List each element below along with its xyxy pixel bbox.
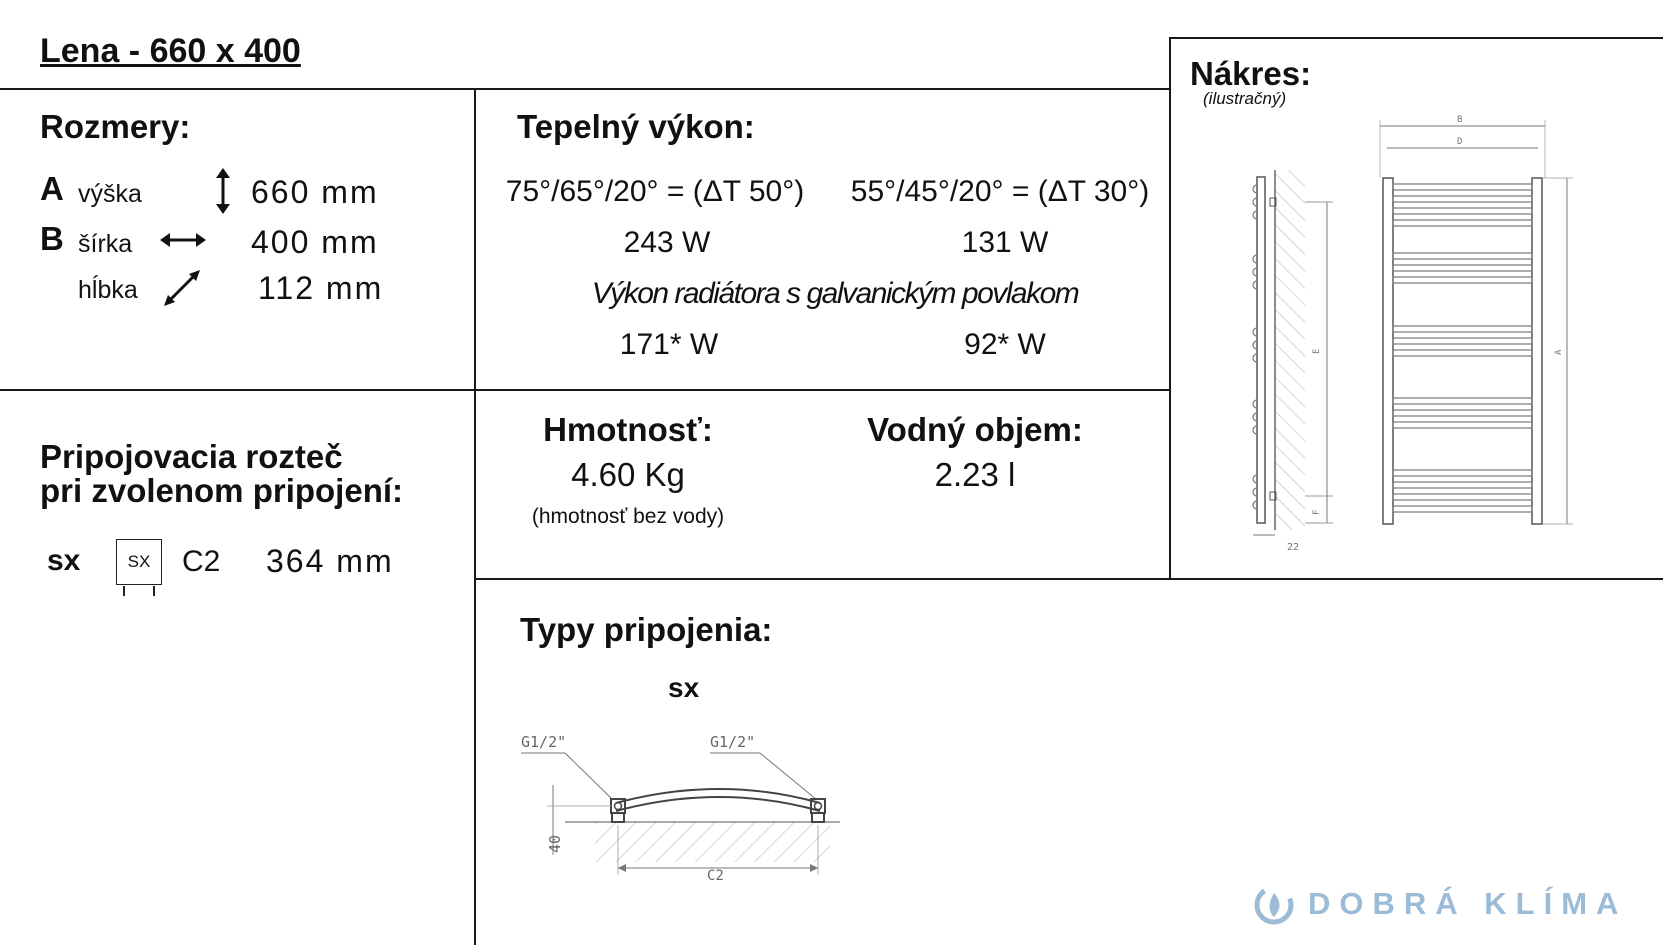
divider-vertical-main (474, 88, 476, 945)
weight-value: 4.60 Kg (571, 456, 685, 493)
dimensions-heading: Rozmery: (40, 108, 191, 145)
thread-label-left: G1/2" (521, 733, 567, 751)
galvanic-note: Výkon radiátora s galvanickým povlakom (591, 277, 1079, 310)
height-label: 40 (546, 834, 564, 853)
drawing-label-b: B (1457, 115, 1463, 125)
weight-heading: Hmotnosť: (543, 411, 713, 448)
drawing-label-a: A (1554, 349, 1564, 355)
dimension-row-width (40, 218, 440, 262)
water-volume-value: 2.23 l (934, 456, 1016, 493)
heat-output-heading: Tepelný výkon: (517, 108, 755, 145)
sx-box-label: SX (127, 552, 151, 571)
divider-vertical-drawing (1169, 37, 1171, 578)
brand-logo-icon (1253, 884, 1295, 926)
heat-value-dt50: 243 W (623, 226, 711, 259)
dimension-row-depth (40, 266, 440, 310)
drawing-label-d: D (1457, 137, 1463, 147)
weight-note: (hmotnosť bez vody) (531, 505, 725, 528)
dimension-letter: A (40, 170, 64, 207)
vertical-double-arrow-icon (208, 168, 238, 214)
connection-type: sx (47, 544, 81, 577)
dimension-value: 660 mm (251, 174, 379, 210)
diagonal-double-arrow-icon (162, 268, 202, 308)
divider-middle (0, 389, 1170, 391)
dimension-letter: B (40, 220, 64, 257)
dimension-label: výška (78, 180, 142, 208)
spacing-label: C2 (707, 868, 724, 884)
divider-top (0, 88, 1169, 90)
connection-code: C2 (182, 545, 221, 578)
dimension-row-height (40, 168, 440, 212)
connection-type-label: sx (668, 672, 700, 703)
dimension-label: hĺbka (78, 276, 138, 304)
divider-lower (474, 578, 1663, 580)
brand-name: DOBRÁ KLÍMA (1308, 886, 1628, 921)
sx-box-leg-left (123, 586, 125, 596)
sx-box-leg-right (153, 586, 155, 596)
galvanic-value-dt30: 92* W (964, 328, 1046, 361)
heat-condition-dt30: 55°/45°/20° = (ΔT 30°) (850, 175, 1150, 208)
radiator-technical-drawing (1245, 110, 1575, 570)
page-title: Lena - 660 x 400 (40, 32, 301, 70)
connection-spacing-heading-line2: pri zvolenom pripojení: (40, 472, 404, 509)
drawing-label-depth: 22 (1287, 542, 1300, 553)
drawing-subheading: (ilustračný) (1203, 89, 1287, 108)
sx-connection-box-icon (116, 539, 162, 585)
dimension-value: 400 mm (251, 224, 379, 260)
water-volume-heading: Vodný objem: (867, 411, 1083, 448)
dimension-label: šírka (78, 230, 133, 258)
drawing-label-e: E (1312, 348, 1322, 354)
drawing-label-f: F (1312, 509, 1322, 515)
heat-condition-dt50: 75°/65°/20° = (ΔT 50°) (505, 175, 805, 208)
drawing-heading: Nákres: (1190, 55, 1312, 92)
sx-connection-diagram (515, 725, 855, 895)
heat-value-dt30: 131 W (961, 226, 1049, 259)
horizontal-double-arrow-icon (160, 230, 206, 250)
galvanic-value-dt50: 171* W (619, 328, 719, 361)
connection-spacing-value: 364 mm (266, 543, 394, 579)
thread-label-right: G1/2" (710, 733, 756, 751)
connection-types-heading: Typy pripojenia: (520, 611, 773, 648)
connection-spacing-heading-line1: Pripojovacia rozteč (40, 438, 343, 475)
divider-right-top (1169, 37, 1663, 39)
dimension-value: 112 mm (258, 270, 384, 306)
